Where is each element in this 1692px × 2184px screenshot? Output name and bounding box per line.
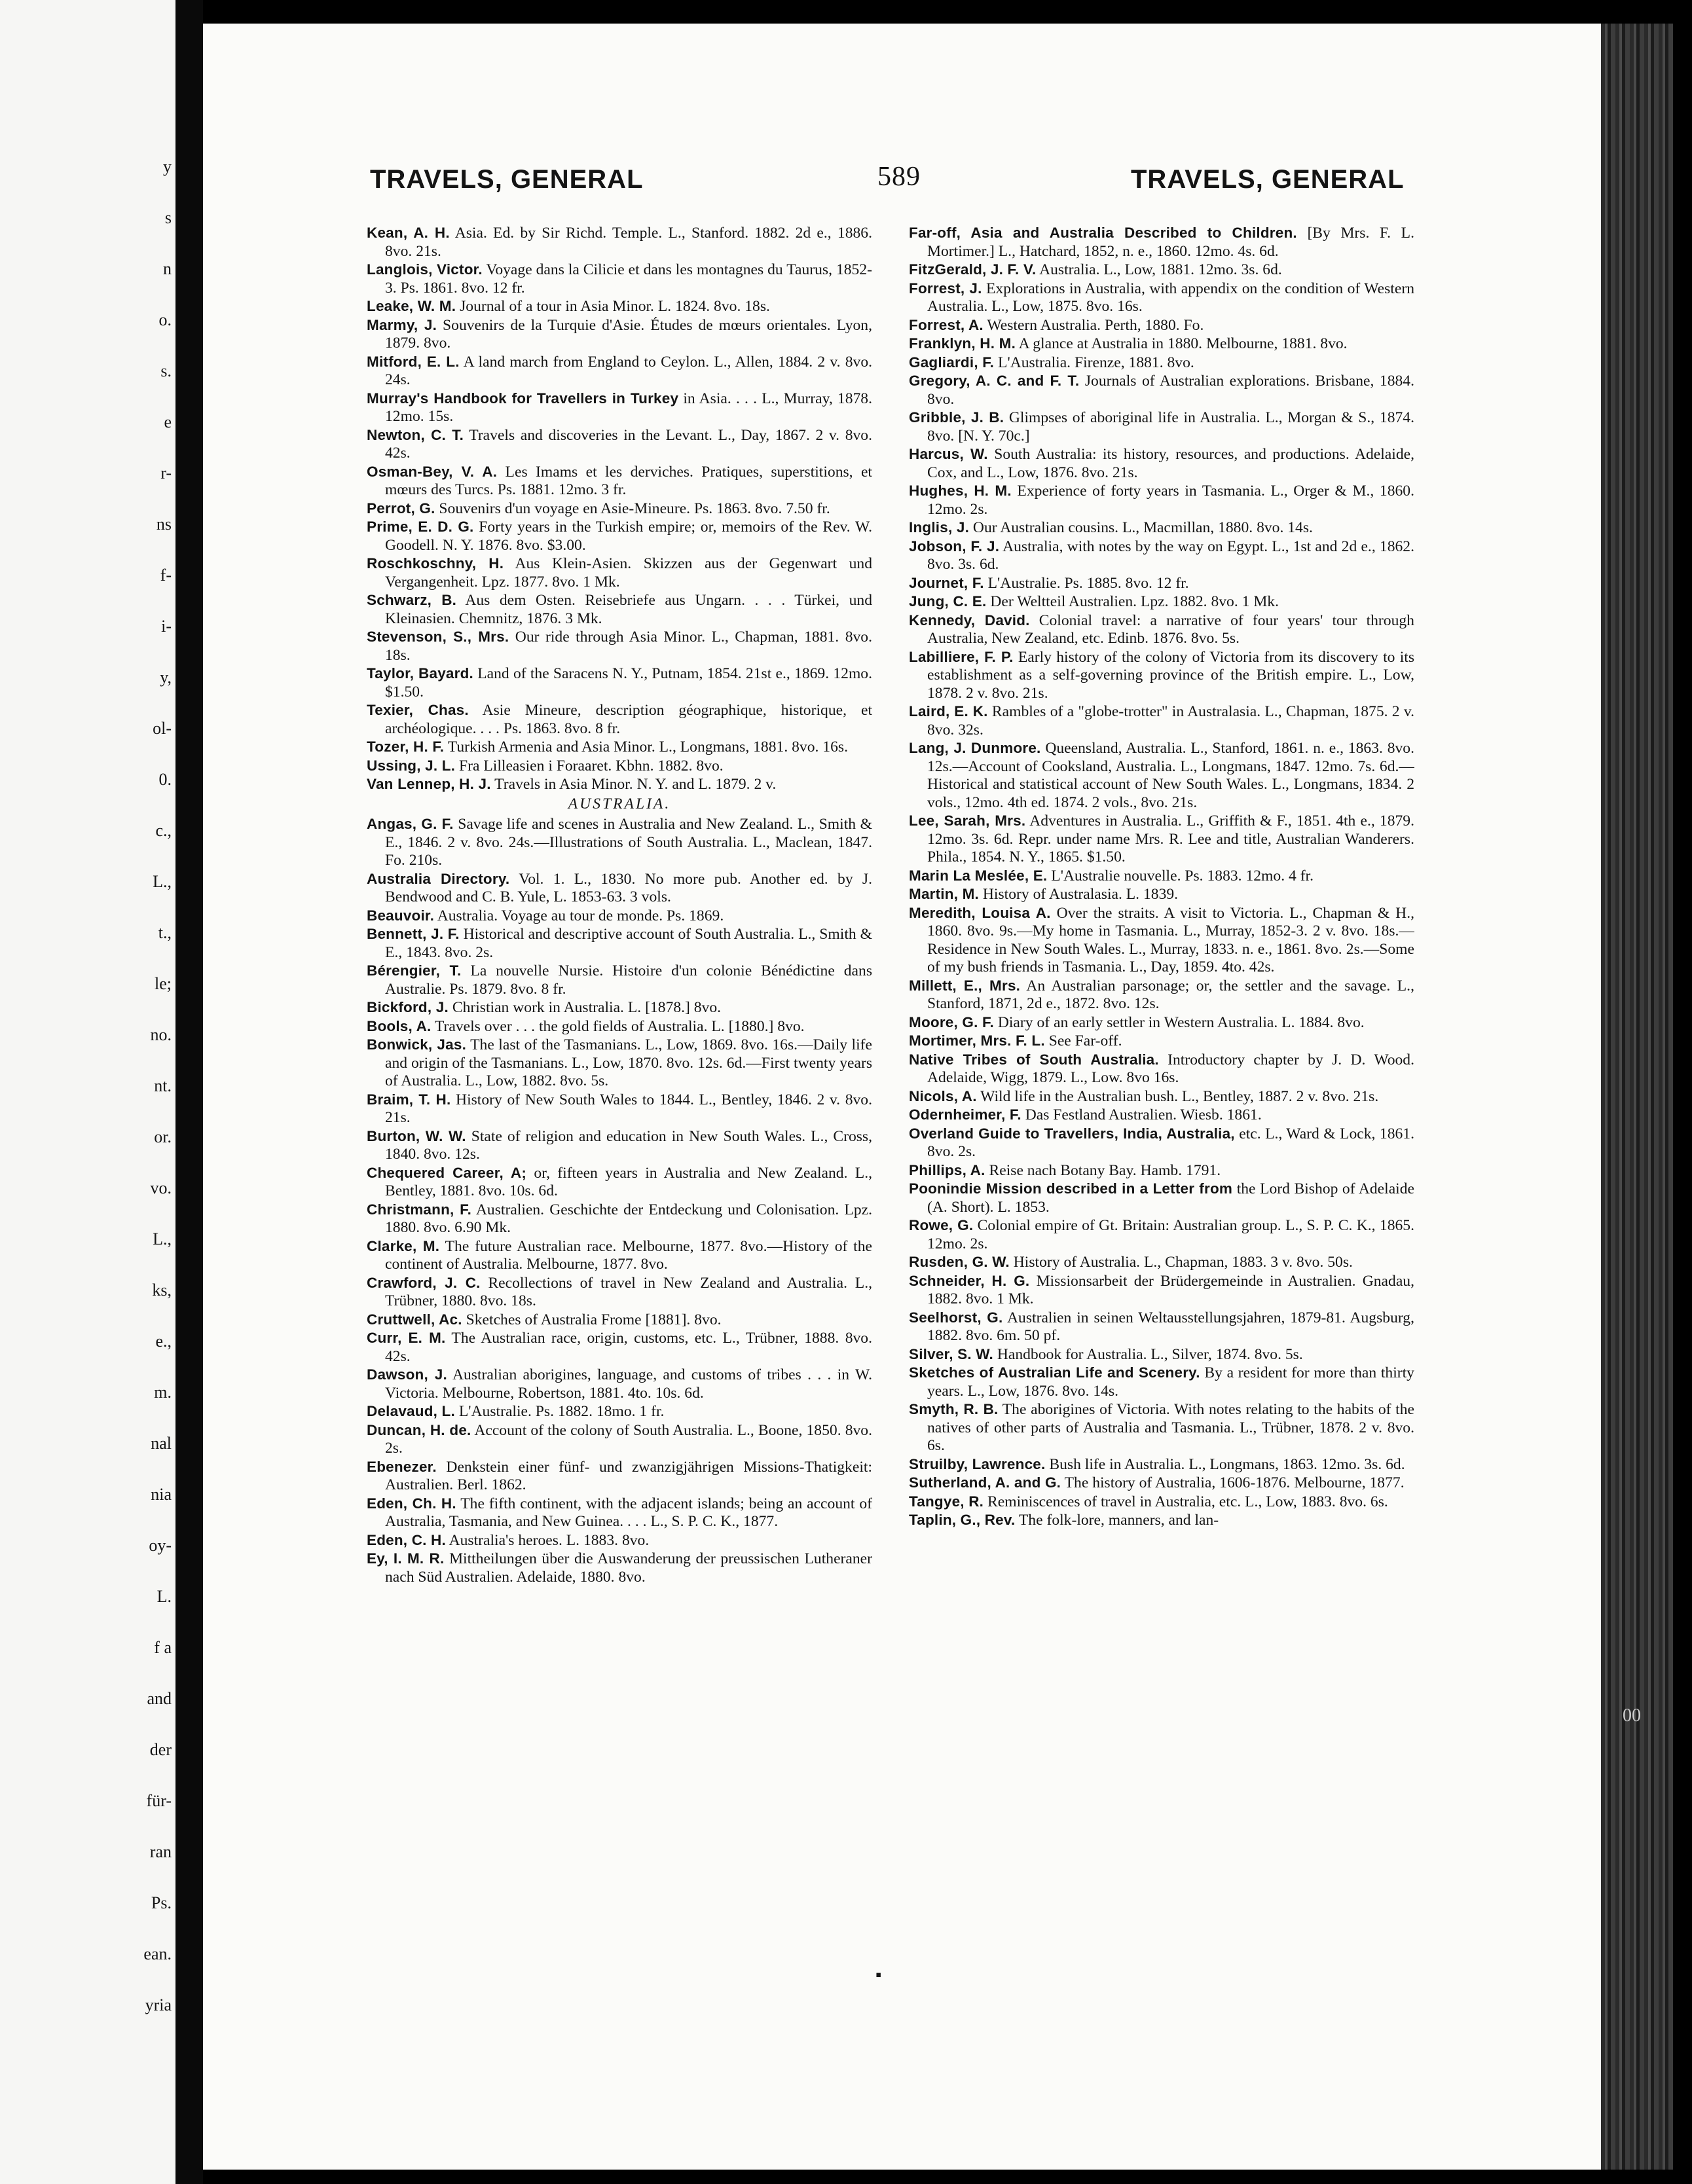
margin-fragment: nt. [154,1076,172,1095]
entry-author: Prime, E. D. G. [367,519,474,535]
bibliography-entry [367,353,872,390]
bibliography-entry [367,1091,872,1127]
entry-description: An Australian parsonage; or, the settler and the savage. L., Stanford, 1871, 2d e., 1872. 8vo. 12s. [927,977,1414,1012]
entry-description: La nouvelle Nursie. Histoire d'un colonie Bénédictine dans Australie. Ps. 1879. 8vo. 8 fr. [385,962,872,998]
entry-author: Moore, G. F. [909,1013,994,1030]
entry-description: L'Australia. Firenze, 1881. 8vo. [994,354,1194,371]
book-gutter [175,0,203,2184]
entry-author: Marin La Meslée, E. [909,867,1048,884]
margin-fragment: f a [154,1638,172,1657]
entry-author: Eden, C. H. [367,1531,446,1548]
entry-description: The future Australian race. Melbourne, 1877. 8vo.—History of the continent of Australia. Melbourne, 1877. 8vo. [385,1237,872,1273]
margin-fragment: 0. [158,770,172,789]
entry-description: Bush life in Australia. L., Longmans, 1863. 12mo. 3s. 6d. [1045,1455,1405,1473]
entry-description: Colonial empire of Gt. Britain: Australian group. L., S. P. C. K., 1865. 12mo. 2s. [927,1217,1414,1252]
bibliography-entry [909,977,1414,1013]
entry-author: Poonindie Mission described in a Letter from [909,1180,1233,1197]
entry-author: Taplin, G., Rev. [909,1512,1016,1528]
entry-description: Australia. Voyage au tour de monde. Ps. 1869. [434,907,724,924]
bibliography-entry [909,812,1414,867]
bibliography-entry [909,409,1414,445]
bibliography-entry [909,1216,1414,1253]
entry-author: Taylor, Bayard. [367,665,473,682]
entry-author: Ey, I. M. R. [367,1550,445,1567]
entry-description: Western Australia. Perth, 1880. Fo. [983,316,1204,334]
entry-author: Bools, A. [367,1017,432,1034]
bibliography-entry [909,445,1414,482]
entry-author: Eden, Ch. H. [367,1495,456,1512]
bibliography-entry [367,870,872,907]
margin-fragment: e [164,412,172,431]
entry-author: Osman-Bey, V. A. [367,463,498,480]
entry-author: Sutherland, A. and G. [909,1474,1061,1491]
entry-description: Aus Klein-Asien. Skizzen aus der Gegenwart und Vergangenheit. Lpz. 1877. 8vo. 1 Mk. [385,555,872,591]
entry-description: Sketches of Australia Frome [1881]. 8vo. [462,1311,722,1328]
bibliography-entry [909,261,1414,280]
entry-author: Forrest, A. [909,316,984,333]
entry-author: Meredith, Louisa A. [909,904,1051,921]
bibliography-entry [909,1309,1414,1345]
entry-description: etc. L., Ward & Lock, 1861. 8vo. 2s. [927,1125,1414,1160]
margin-fragment: ns [156,515,172,534]
entry-description: Handbook for Australia. L., Silver, 1874. 8vo. 5s. [993,1345,1303,1363]
margin-fragment: ks, [152,1281,172,1300]
entry-description: Australia, with notes by the way on Egypt. L., 1st and 2d e., 1862. 8vo. 3s. 6d. [927,537,1414,573]
entry-description: Der Weltteil Australien. Lpz. 1882. 8vo. 1 Mk. [986,593,1279,610]
entry-author: Duncan, H. de. [367,1421,471,1438]
entry-author: Seelhorst, G. [909,1309,1003,1326]
entry-author: Journet, F. [909,574,984,591]
entry-author: Jobson, F. J. [909,537,1000,555]
entry-author: Tangye, R. [909,1493,984,1510]
entry-description: Adventures in Australia. L., Griffith & F., 1851. 4th e., 1879. 12mo. 3s. 6d. Repr. under name Mrs. R. Lee and title, Australian Wanderers. Phila., 1854. N. Y., 1865. $1.50. [927,812,1414,865]
entry-description: Land of the Saracens N. Y., Putnam, 1854. 21st e., 1869. 12mo. $1.50. [385,665,872,701]
entry-description: The fifth continent, with the adjacent islands; being an account of Australia, Tasmania, and New Guinea. . . . L., S. P. C. K., 1877. [385,1495,872,1530]
page-mark: ▪ [875,1965,882,1984]
margin-fragment: der [149,1740,172,1759]
entry-author: Langlois, Victor. [367,261,483,278]
entry-author: Labilliere, F. P. [909,648,1014,665]
entry-author: Inglis, J. [909,519,970,536]
bibliography-entry [909,316,1414,335]
entry-author: Chequered Career, A; [367,1164,527,1181]
bibliography-entry [367,628,872,664]
entry-author: Overland Guide to Travellers, India, Australia, [909,1125,1235,1142]
entry-author: Gagliardi, F. [909,354,995,371]
bibliography-entry [909,702,1414,739]
bibliography-entry [909,1474,1414,1493]
entry-description: State of religion and education in New South Wales. L., Cross, 1840. 8vo. 12s. [385,1127,872,1163]
margin-fragment: ol- [153,719,172,738]
bibliography-entry [367,925,872,962]
margin-fragment: y [163,157,172,176]
entry-author: Kean, A. H. [367,225,450,241]
entry-description: Les Imams et les derviches. Pratiques, superstitions, et mœurs des Turcs. Ps. 1881. 12mo. 3 fr. [385,463,872,498]
bibliography-entry [909,1180,1414,1216]
page-edges [1601,24,1673,2170]
bibliography-entry [367,1421,872,1458]
left-column [367,224,872,2005]
bibliography-entry [367,998,872,1017]
entry-description: Asie Mineure, description géographique, historique, et archéologique. . . . Ps. 1863. 8vo. 8 fr. [385,702,872,737]
entry-author: Clarke, M. [367,1237,440,1254]
margin-fragment: no. [150,1025,172,1044]
entry-description: Souvenirs de la Turquie d'Asie. Études de mœurs orientales. Lyon, 1879. 8vo. [385,316,872,352]
margin-fragment: yria [145,1995,172,2014]
entry-description: Forty years in the Turkish empire; or, memoirs of the Rev. W. Goodell. N. Y. 1876. 8vo. $3.00. [385,519,872,554]
bibliography-entry [909,224,1414,261]
entry-description: A glance at Australia in 1880. Melbourne, 1881. 8vo. [1016,335,1348,352]
bibliography-entry [909,1087,1414,1106]
entry-description: Asia. Ed. by Sir Richd. Temple. L., Stanford. 1882. 2d e., 1886. 8vo. 21s. [385,225,872,260]
entry-author: Smyth, R. B. [909,1401,999,1417]
entry-description: L'Australie. Ps. 1882. 18mo. 1 fr. [454,1403,665,1420]
entry-description: Our Australian cousins. L., Macmillan, 1880. 8vo. 14s. [969,519,1313,536]
bibliography-entry [367,738,872,757]
margin-fragment: nia [151,1485,172,1504]
entry-description: The aborigines of Victoria. With notes relating to the habits of the natives of other parts of Australia and Tasmania. L., Trübner, 1878. 2 v. 8vo. 6s. [927,1401,1414,1454]
entry-author: Martin, M. [909,886,979,902]
adjacent-page-fragment [0,0,175,2184]
entry-author: Marmy, J. [367,316,437,333]
running-head-right: TRAVELS, GENERAL [1131,165,1405,194]
bibliography-entry [367,1017,872,1036]
entry-description: Reminiscences of travel in Australia, etc. L., Low, 1883. 8vo. 6s. [984,1493,1388,1510]
bibliography-entry [909,648,1414,703]
bibliography-entry [367,1201,872,1237]
margin-fragment: e., [155,1332,172,1351]
bibliography-entry [367,815,872,870]
bibliography-entry [909,611,1414,648]
entry-description: Das Festland Australien. Wiesb. 1861. [1021,1106,1262,1123]
right-column [909,224,1414,2005]
entry-author: Laird, E. K. [909,703,988,719]
entry-author: Roschkoschny, H. [367,555,504,572]
entry-author: Beauvoir. [367,907,435,924]
entry-description: Australia. L., Low, 1881. 12mo. 3s. 6d. [1036,261,1282,278]
bibliography-entry [367,463,872,500]
entry-description: Savage life and scenes in Australia and New Zealand. L., Smith & E., 1846. 2 v. 8vo. 24s.—Illustrations of South Australia. L., Maclean, 1847. Fo. 210s. [385,816,872,869]
bibliography-entry [367,962,872,998]
running-head-left: TRAVELS, GENERAL [370,165,644,194]
bibliography-entry [367,1036,872,1091]
entry-description: The last of the Tasmanians. L., Low, 1869. 8vo. 16s.—Daily life and origin of the Tasmanians. L., Low, 1870. 8vo. 12s. 6d.—First twenty years of Australia. L., Low, 1882. 8vo. 5s. [385,1036,872,1089]
margin-fragment: y, [160,668,172,687]
entry-author: Van Lennep, H. J. [367,776,491,792]
entry-description: Travels in Asia Minor. N. Y. and L. 1879. 2 v. [490,776,777,793]
margin-fragment: Ps. [151,1893,172,1912]
margin-fragment: c., [155,821,172,840]
entry-author: Mortimer, Mrs. F. L. [909,1032,1045,1049]
entry-description: Turkish Armenia and Asia Minor. L., Longmans, 1881. 8vo. 16s. [444,738,848,755]
entry-description: The history of Australia, 1606-1876. Melbourne, 1877. [1061,1474,1405,1491]
entry-description: Travels and discoveries in the Levant. L., Day, 1867. 2 v. 8vo. 42s. [385,426,872,462]
entry-author: Cruttwell, Ac. [367,1311,462,1328]
bibliography-entry [367,1402,872,1421]
edge-mark: 00 [1623,1705,1641,1726]
bibliography-entry [909,592,1414,611]
bibliography-entry [367,1164,872,1201]
bibliography-entry [367,316,872,353]
bibliography-entry [367,261,872,297]
bibliography-entry [367,1329,872,1366]
entry-description: Over the straits. A visit to Victoria. L., Chapman & H., 1860. 8vo. 9s.—My home in Tasmania. L., Murray, 1852-3. 2 v. 8vo. 18s.—Residence in New South Wales. L., Murray, 1833. n. e., 1861. 8vo. 2s.—Some of my bush friends in Tasmania. L., Day, 1859. 4to. 42s. [927,904,1414,975]
bibliography-entry [909,1455,1414,1474]
entry-author: Rusden, G. W. [909,1254,1010,1270]
entry-author: Silver, S. W. [909,1345,993,1362]
entry-description: Journal of a tour in Asia Minor. L. 1824. 8vo. 18s. [456,298,770,315]
entry-author: Struilby, Lawrence. [909,1455,1046,1472]
entry-description: History of New South Wales to 1844. L., Bentley, 1846. 2 v. 8vo. 21s. [385,1091,872,1126]
margin-fragment: für- [146,1791,172,1810]
entry-author: Nicols, A. [909,1087,977,1104]
entry-description: Christian work in Australia. L. [1878.] 8vo. [448,999,722,1016]
margin-fragment: ean. [143,1944,172,1963]
bibliography-entry [909,867,1414,886]
bibliography-entry [367,297,872,316]
bibliography-entry [367,907,872,926]
entry-description: Diary of an early settler in Western Australia. L. 1884. 8vo. [993,1013,1365,1031]
entry-author: Phillips, A. [909,1161,985,1178]
entry-description: Australian aborigines, language, and customs of tribes . . . in W. Victoria. Melbourne, Robertson, 1881. 4to. 10s. 6d. [385,1366,872,1402]
entry-description: Australien in seinen Weltausstellungsjahren, 1879-81. Augsburg, 1882. 8vo. 6m. 50 pf. [927,1309,1414,1344]
margin-fragment: L. [156,1587,172,1606]
bibliography-entry [909,354,1414,373]
entry-author: Schwarz, B. [367,592,457,608]
entry-author: Bickford, J. [367,999,449,1015]
entry-description: Reise nach Botany Bay. Hamb. 1791. [985,1161,1221,1179]
page-number: 589 [877,162,921,192]
entry-description: Australien. Geschichte der Entdeckung und Colonisation. Lpz. 1880. 8vo. 6.90 Mk. [385,1201,872,1236]
bibliography-entry [909,1400,1414,1455]
entry-author: Australia Directory. [367,870,510,887]
entry-description: History of Australia. L., Chapman, 1883. 3 v. 8vo. 50s. [1009,1254,1353,1271]
entry-description: Explorations in Australia, with appendix on the condition of Western Australia. L., Low, 1875. 8vo. 16s. [927,280,1414,315]
entry-description: Our ride through Asia Minor. L., Chapman, 1881. 8vo. 18s. [385,628,872,664]
bibliography-entry [909,280,1414,316]
entry-author: Braim, T. H. [367,1091,451,1108]
entry-author: Christmann, F. [367,1201,472,1218]
entry-author: Texier, Chas. [367,702,469,718]
entry-description: Early history of the colony of Victoria from its discovery to its establishment as a self-governing province of the British empire. L., Low, 1878. 2 v. 8vo. 21s. [927,648,1414,702]
entry-author: Tozer, H. F. [367,738,445,755]
bibliography-entry [909,519,1414,537]
entry-description: Account of the colony of South Australia. L., Boone, 1850. 8vo. 2s. [385,1421,872,1457]
bibliography-entry [367,1311,872,1330]
bibliography-entry [909,885,1414,904]
section-heading: AUSTRALIA. [568,795,671,812]
entry-author: Rowe, G. [909,1217,974,1233]
entry-author: FitzGerald, J. F. V. [909,261,1037,278]
bibliography-entry [367,224,872,261]
bibliography-entry [367,518,872,555]
bibliography-entry [909,1161,1414,1180]
entry-description: History of Australasia. L. 1839. [979,886,1179,903]
bibliography-entry [367,426,872,463]
entry-description: By a resident for more than thirty years. L., Low, 1876. 8vo. 14s. [927,1364,1414,1400]
entry-author: Dawson, J. [367,1366,447,1383]
margin-fragment: s. [160,361,172,380]
entry-description: Rambles of a "globe-trotter" in Australasia. L., Chapman, 1875. 2 v. 8vo. 32s. [927,703,1414,738]
entry-description: the Lord Bishop of Adelaide (A. Short). L. 1853. [927,1180,1414,1216]
bibliography-entry [909,335,1414,354]
bibliography-entry [909,1253,1414,1272]
bibliography-entry [909,574,1414,593]
bibliography-entry [909,537,1414,574]
entry-description: Journals of Australian explorations. Brisbane, 1884. 8vo. [927,373,1414,408]
margin-fragment: L., [153,1229,172,1248]
bibliography-entry [909,1106,1414,1125]
bibliography-entry [367,775,872,794]
entry-description: Introductory chapter by J. D. Wood. Adelaide, Wigg, 1879. L., Low. 8vo 16s. [927,1051,1414,1086]
entry-author: Ussing, J. L. [367,757,456,774]
entry-author: Millett, E., Mrs. [909,977,1021,994]
entry-description: Aus dem Osten. Reisebriefe aus Ungarn. . . . Türkei, und Kleinasien. Chemnitz, 1876. 3 Mk. [385,592,872,627]
entry-author: Crawford, J. C. [367,1274,481,1291]
margin-fragment: L., [153,872,172,891]
entry-author: Burton, W. W. [367,1127,466,1144]
margin-fragment: ran [149,1842,172,1861]
margin-fragment: r- [160,464,172,482]
bibliography-entry [909,1125,1414,1161]
entry-author: Bennett, J. F. [367,926,460,942]
entry-description: Colonial travel: a narrative of four years' tour through Australia, New Zealand, etc. Edinb. 1876. 8vo. 5s. [927,611,1414,647]
entry-author: Leake, W. M. [367,298,456,314]
bibliography-entry [367,555,872,591]
margin-fragment: or. [154,1127,172,1146]
bibliography-entry [367,1127,872,1164]
bibliography-entry [909,1493,1414,1512]
bibliography-entry [367,1237,872,1274]
bibliography-entry [367,757,872,776]
entry-author: Ebenezer. [367,1458,437,1475]
entry-description: South Australia: its history, resources, and productions. Adelaide, Cox, and L., Low, 1876. 8vo. 21s. [927,446,1414,481]
bibliography-entry [909,482,1414,519]
entry-description: Travels over . . . the gold fields of Australia. L. [1880.] 8vo. [431,1017,805,1035]
bibliography-entry [909,372,1414,409]
margin-fragment: and [147,1689,172,1708]
entry-author: Forrest, J. [909,280,982,297]
entry-description: Recollections of travel in New Zealand and Australia. L., Trübner, 1880. 8vo. 18s. [385,1274,872,1309]
margin-fragment: vo. [150,1178,172,1197]
entry-description: Fra Lilleasien i Foraaret. Kbhn. 1882. 8vo. [455,757,724,774]
bibliography-entry [909,1272,1414,1309]
bibliography-entry [367,1495,872,1531]
bibliography-entry [367,1458,872,1495]
entry-description: Wild life in the Australian bush. L., Bentley, 1887. 2 v. 8vo. 21s. [976,1087,1379,1105]
entry-author: Gregory, A. C. and F. T. [909,373,1080,389]
bibliography-entry [367,1531,872,1550]
bibliography-entry [909,904,1414,977]
entry-description: Experience of forty years in Tasmania. L., Orger & M., 1860. 12mo. 2s. [927,482,1414,518]
margin-fragment: oy- [149,1536,172,1555]
entry-author: Franklyn, H. M. [909,335,1016,352]
entry-author: Hughes, H. M. [909,482,1012,499]
bibliography-entry [909,1511,1414,1530]
entry-author: Harcus, W. [909,446,988,462]
entry-author: Bérengier, T. [367,962,462,979]
entry-author: Odernheimer, F. [909,1106,1021,1123]
bibliography-entry [367,591,872,628]
entry-description: L'Australie nouvelle. Ps. 1883. 12mo. 4 fr. [1047,867,1314,884]
margin-fragment: nal [151,1434,172,1453]
entry-description: Vol. 1. L., 1830. No more pub. Another ed. by J. Bendwood and C. B. Yule, L. 1853-63. 3 vols. [385,870,872,905]
entry-author: Newton, C. T. [367,426,464,443]
entry-description: A land march from England to Ceylon. L., Allen, 1884. 2 v. 8vo. 24s. [385,353,872,388]
margin-fragment: n [163,259,172,278]
margin-fragment: t., [158,923,172,942]
entry-description: See Far-off. [1044,1032,1122,1049]
entry-author: Native Tribes of South Australia. [909,1051,1159,1068]
entry-description: Glimpses of aboriginal life in Australia. L., Morgan & S., 1874. 8vo. [N. Y. 70c.] [927,409,1414,445]
bibliography-entry [367,1274,872,1311]
entry-author: Lang, J. Dunmore. [909,740,1041,756]
entry-author: Delavaud, L. [367,1403,455,1419]
entry-author: Schneider, H. G. [909,1272,1030,1289]
entry-description: Voyage dans la Cilicie et dans les montagnes du Taurus, 1852-3. Ps. 1861. 8vo. 12 fr. [385,261,872,297]
bibliography-entry [367,500,872,519]
margin-fragment: s [164,208,172,227]
entry-author: Murray's Handbook for Travellers in Turkey [367,390,679,407]
margin-fragment: o. [158,310,172,329]
entry-description: Australia's heroes. L. 1883. 8vo. [445,1531,650,1549]
entry-description: L'Australie. Ps. 1885. 8vo. 12 fr. [984,574,1189,592]
bibliography-entry [367,390,872,426]
entry-author: Lee, Sarah, Mrs. [909,812,1026,829]
bibliography-entry [367,1366,872,1402]
bibliography-entry [909,1051,1414,1087]
entry-description: Denkstein einer fünf- und zwanzigjährigen Missions-Thatigkeit: Australien. Berl. 1862. [385,1458,872,1493]
entry-description: Queensland, Australia. L., Stanford, 1861. n. e., 1863. 8vo. 12s.—Account of Cooksland, Australia. L., Longmans, 1847. 12mo. 7s. 6d.—Historical and statistical account of New South Wales. L., Longmans, 1834. 2 vols., 12mo. 4th ed. 1874. 2 vols., 8vo. 21s. [927,740,1414,811]
entry-description: [By Mrs. F. L. Mortimer.] L., Hatchard, 1852, n. e., 1860. 12mo. 4s. 6d. [927,225,1414,260]
bibliography-entry [909,739,1414,812]
bibliography-entry [367,1550,872,1586]
entry-author: Mitford, E. L. [367,353,460,370]
entry-description: Missionsarbeit der Brüdergemeinde in Australien. Gnadau, 1882. 8vo. 1 Mk. [927,1272,1414,1307]
entry-author: Sketches of Australian Life and Scenery. [909,1364,1200,1381]
margin-fragment: le; [155,974,172,993]
bibliography-entry [367,664,872,701]
entry-description: Souvenirs d'un voyage en Asie-Mineure. Ps. 1863. 8vo. 7.50 fr. [435,500,830,517]
bibliography-entry [909,1345,1414,1364]
entry-description: The folk-lore, manners, and lan- [1015,1512,1219,1529]
entry-author: Perrot, G. [367,500,435,517]
bibliography-entry [909,1032,1414,1051]
entry-description: in Asia. . . . L., Murray, 1878. 12mo. 15s. [385,390,872,425]
entry-author: Kennedy, David. [909,611,1030,628]
entry-author: Stevenson, S., Mrs. [367,628,509,645]
entry-author: Bonwick, Jas. [367,1036,467,1053]
entry-author: Angas, G. F. [367,816,454,832]
bibliography-entry [909,1364,1414,1400]
entry-description: Mittheilungen über die Auswanderung der preussischen Lutheraner nach Süd Australien. Adelaide, 1880. 8vo. [385,1550,872,1586]
margin-fragment: m. [154,1383,172,1402]
entry-description: The Australian race, origin, customs, etc. L., Trübner, 1888. 8vo. 42s. [385,1330,872,1365]
entry-author: Curr, E. M. [367,1330,446,1346]
entry-author: Jung, C. E. [909,593,987,610]
entry-author: Far-off, Asia and Australia Described to Children. [909,225,1297,241]
entry-author: Gribble, J. B. [909,409,1004,426]
margin-fragment: f- [160,566,172,585]
bibliography-entry [909,1013,1414,1032]
margin-fragment: i- [161,617,172,636]
entry-description: or, fifteen years in Australia and New Zealand. L., Bentley, 1881. 8vo. 10s. 6d. [385,1164,872,1199]
entry-description: Historical and descriptive account of South Australia. L., Smith & E., 1843. 8vo. 2s. [385,926,872,961]
bibliography-entry [367,701,872,738]
